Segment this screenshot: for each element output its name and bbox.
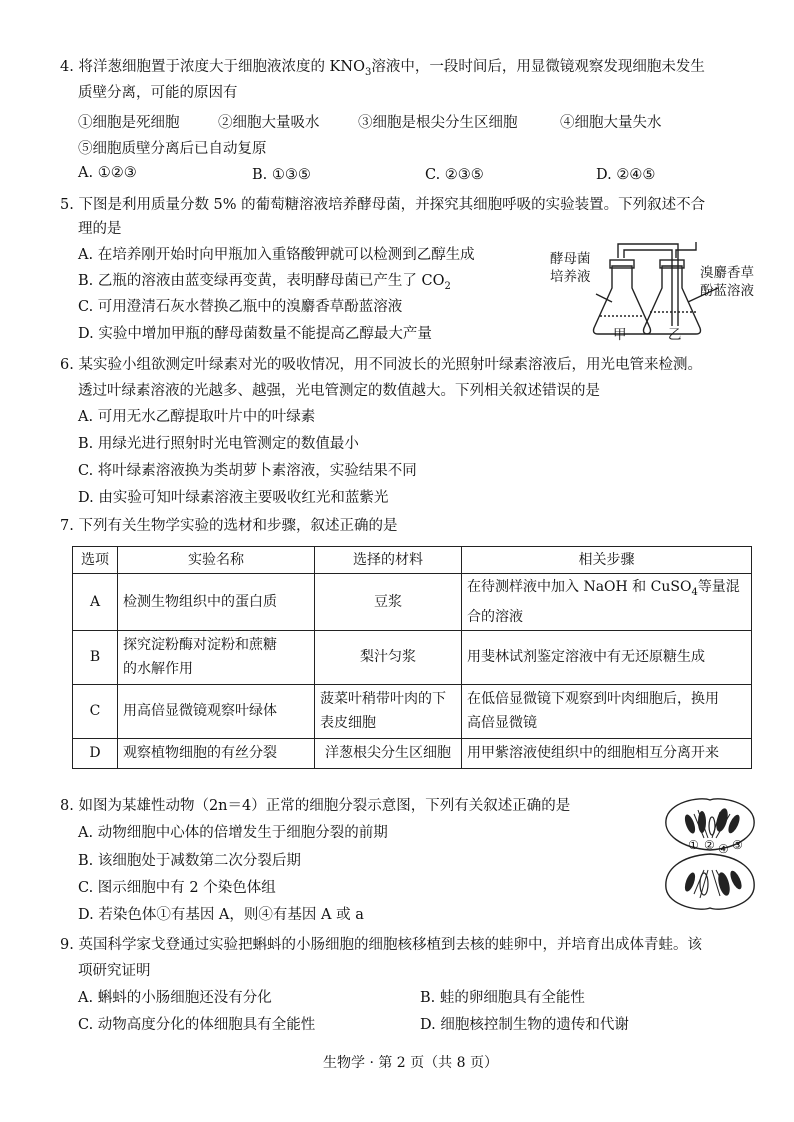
table-cell-option: D [73,738,118,768]
q4-stem-line2: 质壁分离，可能的原因有 [78,85,238,101]
table-cell-option: B [73,630,118,684]
table-header-material: 选择的材料 [315,547,462,574]
table-header-name: 实验名称 [118,547,315,574]
q4-stem-line1: 4. 将洋葱细胞置于浓度大于细胞液浓度的 $KNO_3$溶液中，一段时间后，用显微镜观察发现细胞未发生 [60,59,705,78]
table-row [73,574,752,631]
q5-label-btb-2: 酚蓝溶液 [700,283,754,299]
table-row [73,684,752,738]
q6-option-b: B. 用绿光进行照射时光电管测定的数值最小 [78,436,359,452]
q4-item-4: ④细胞大量失水 [560,115,662,131]
table-header-row [73,547,752,574]
q4-option-b: B. ①③⑤ [252,167,311,183]
table-cell-material: 菠菜叶稍带叶肉的下 表皮细胞 [315,684,462,738]
table-cell-material: 梨汁匀浆 [315,630,462,684]
q4-item-5: ⑤细胞质壁分离后已自动复原 [78,141,267,157]
table-cell-material: 豆浆 [315,574,462,631]
q5-flask-figure [550,236,760,346]
q7-stem: 7. 下列有关生物学实验的选材和步骤，叙述正确的是 [60,518,398,534]
q4-option-c: C. ②③⑤ [425,167,484,183]
q4-option-d: D. ②④⑤ [596,167,656,183]
table-cell-name: 检测生物组织中的蛋白质 [118,574,315,631]
q5-stem-line2: 理的是 [78,221,122,237]
table-cell-step: 用斐林试剂鉴定溶液中有无还原糖生成 [462,630,752,684]
table-cell-option: C [73,684,118,738]
table-header-option: 选项 [73,547,118,574]
q9-option-a: A. 蝌蚪的小肠细胞还没有分化 [78,990,272,1006]
q9-option-d: D. 细胞核控制生物的遗传和代谢 [420,1017,629,1033]
q9-stem-line2: 项研究证明 [78,963,151,979]
q6-stem-line1: 6. 某实验小组欲测定叶绿素对光的吸收情况，用不同波长的光照射叶绿素溶液后，用光电管来检测。 [60,357,702,373]
q8-option-a: A. 动物细胞中心体的倍增发生于细胞分裂的前期 [78,825,388,841]
q6-stem-line2: 透过叶绿素溶液的光越多、越强，光电管测定的数值越大。下列相关叙述错误的是 [78,383,600,399]
q5-flask-label-a: 甲 [613,327,627,343]
q8-stem: 8. 如图为某雄性动物（2n＝4）正常的细胞分裂示意图，下列有关叙述正确的是 [60,798,571,814]
q7-table [72,546,752,769]
q8-label-1: ① [688,838,699,852]
q4-item-2: ②细胞大量吸水 [218,115,320,131]
q8-option-c: C. 图示细胞中有 2 个染色体组 [78,880,276,896]
table-cell-option: A [73,574,118,631]
q4-option-a: A. ①②③ [78,165,137,181]
q5-label-btb-1: 溴麝香草 [700,265,754,281]
table-row [73,630,752,684]
q9-stem-line1: 9. 英国科学家戈登通过实验把蝌蚪的小肠细胞的细胞核移植到去核的蛙卵中，并培育出成体青蛙。该 [60,937,702,953]
table-cell-name: 观察植物细胞的有丝分裂 [118,738,315,768]
dividing-cell-icon [660,794,760,914]
q8-label-3: ③ [732,838,743,852]
q6-option-a: A. 可用无水乙醇提取叶片中的叶绿素 [78,409,316,425]
table-cell-step: 用甲紫溶液使组织中的细胞相互分离开来 [462,738,752,768]
q4-item-1: ①细胞是死细胞 [78,115,180,131]
table-cell-step: 在低倍显微镜下观察到叶肉细胞后，换用 高倍显微镜 [462,684,752,738]
q9-option-b: B. 蛙的卵细胞具有全能性 [420,990,585,1006]
table-header-step: 相关步骤 [462,547,752,574]
q5-label-culture: 培养液 [550,269,591,285]
q9-option-c: C. 动物高度分化的体细胞具有全能性 [78,1017,316,1033]
table-cell-material: 洋葱根尖分生区细胞 [315,738,462,768]
q8-label-2: ② [704,838,715,852]
q6-option-c: C. 将叶绿素溶液换为类胡萝卜素溶液，实验结果不同 [78,463,417,479]
q8-option-b: B. 该细胞处于减数第二次分裂后期 [78,853,301,869]
q5-flask-label-b: 乙 [668,327,682,343]
q8-option-d: D. 若染色体①有基因 A，则④有基因 A 或 a [78,907,364,923]
q5-stem-line1: 5. 下图是利用质量分数 5% 的葡萄糖溶液培养酵母菌，并探究其细胞呼吸的实验装置。下列叙述不合 [60,197,706,213]
q4-item-3: ③细胞是根尖分生区细胞 [358,115,518,131]
table-cell-name: 探究淀粉酶对淀粉和蔗糖 的水解作用 [118,630,315,684]
table-cell-step: 在待测样液中加入 NaOH 和 CuSO$_4$等量混 合的溶液 [462,574,752,631]
page-footer: 生物学 · 第 2 页（共 8 页） [323,1055,498,1071]
q8-label-4: ④ [718,842,729,856]
q5-option-a: A. 在培养刚开始时向甲瓶加入重铬酸钾就可以检测到乙醇生成 [78,247,475,263]
q5-option-d: D. 实验中增加甲瓶的酵母菌数量不能提高乙醇最大产量 [78,326,432,342]
table-cell-name: 用高倍显微镜观察叶绿体 [118,684,315,738]
q5-label-yeast: 酵母菌 [550,251,591,267]
q5-option-c: C. 可用澄清石灰水替换乙瓶中的溴麝香草酚蓝溶液 [78,299,403,315]
table-row [73,738,752,768]
q8-cell-figure [660,794,760,914]
q6-option-d: D. 由实验可知叶绿素溶液主要吸收红光和蓝紫光 [78,490,389,506]
q5-option-b: B. 乙瓶的溶液由蓝变绿再变黄，表明酵母菌已产生了 $CO_2$ [78,273,451,292]
